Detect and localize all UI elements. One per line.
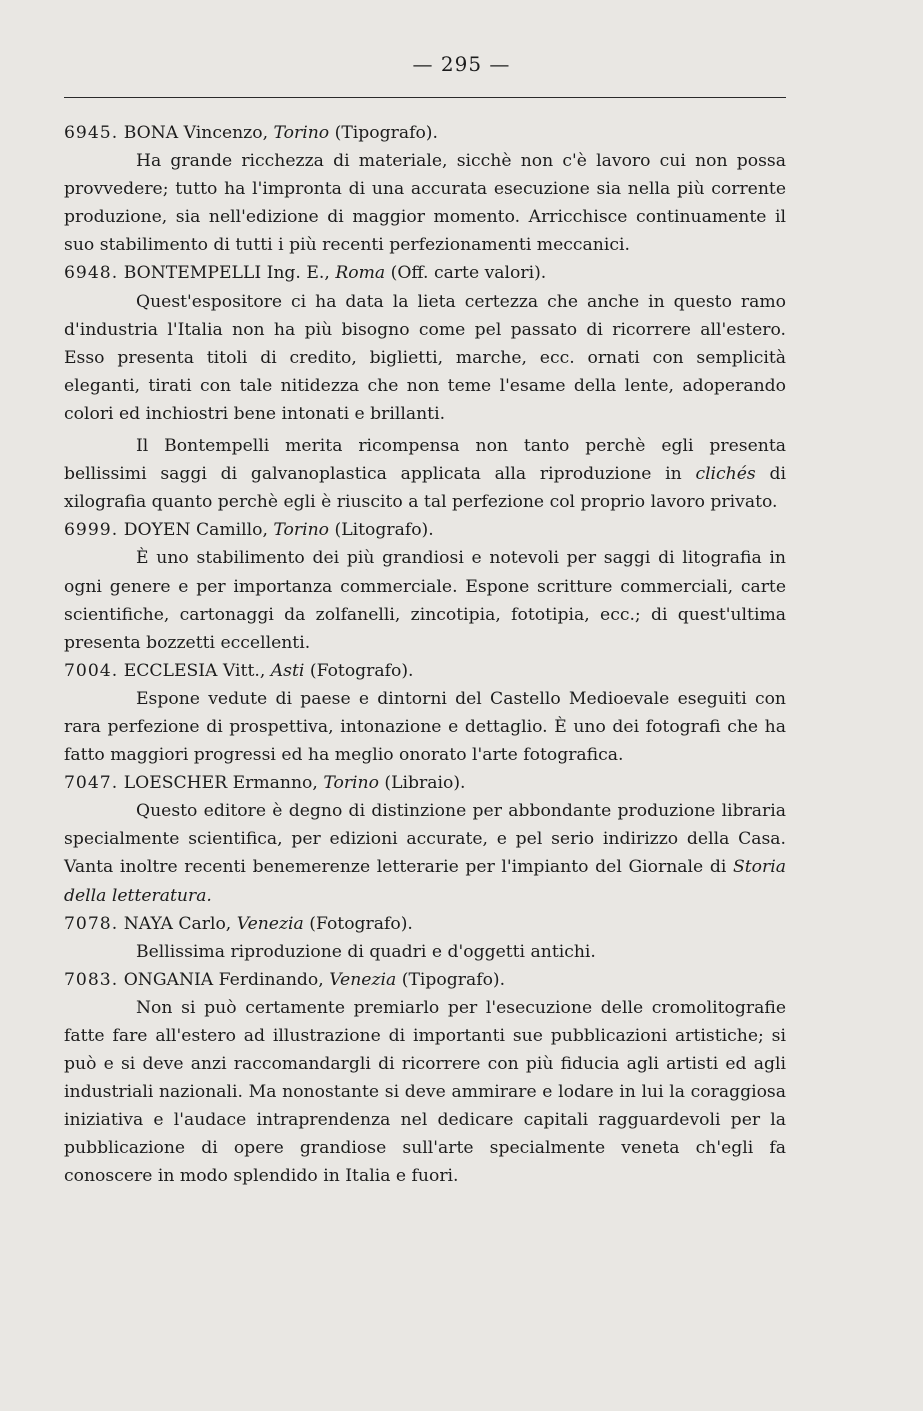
entry-paragraph: Espone vedute di paese e dintorni del Castello Medioevale eseguiti con rara perfezione di prospettiva, intonazione e dettaglio. È uno dei fotografi che ha fatto maggiori progressi ed ha meglio onorato l'arte fotografica. [64, 688, 786, 766]
exhibitor-trade: (Tipografo). [401, 969, 506, 990]
exhibitor-trade: (Off. carte valori). [390, 263, 547, 284]
exhibitor-trade: (Litografo). [334, 520, 434, 541]
entry [64, 769, 786, 909]
entry-number: 7004. [64, 660, 119, 681]
exhibitor-name: LOESCHER Ermanno, [123, 773, 318, 794]
exhibitor-city: Venezia [236, 913, 304, 934]
entry [64, 516, 786, 656]
entry-heading [64, 910, 786, 938]
exhibitor-city: Torino [273, 123, 330, 143]
header-rule [64, 97, 786, 98]
exhibitor-trade: (Fotografo). [309, 660, 414, 681]
entry-paragraph: Quest'espositore ci ha data la lieta certezza che anche in questo ramo d'industria l'Italia non ha più bisogno come pel passato di ricorrere all'estero. Esso presenta titoli di credito, biglietti, marche, ecc. ornati con semplicità eleganti, tirati con tale nitidezza che non teme l'esame della lente, adoperando colori ed inchiostri bene intonati e brillanti. [64, 291, 786, 424]
entry [64, 910, 786, 966]
entry-heading [64, 769, 786, 797]
entry-number: 7047. [64, 773, 119, 794]
entry-heading [64, 657, 786, 685]
exhibitor-trade: (Tipografo). [334, 123, 438, 143]
page-content [64, 119, 786, 1191]
journal-title: Storia della letteratura. [64, 857, 786, 906]
exhibitor-name: BONA Vincenzo, [123, 123, 269, 143]
entry [64, 966, 786, 1191]
exhibitor-name: NAYA Carlo, [123, 913, 232, 934]
entry [64, 119, 786, 259]
entry-paragraph: Non si può certamente premiarlo per l'esecuzione delle cromolitografie fatte fare all'estero ad illustrazione di importanti sue pubblicazioni artistiche; si può e si deve anzi raccomandargli di ricorrere con più fiducia agli artisti ed agli industriali nazionali. Ma nonostante si deve ammirare e lodare in lui la coraggiosa iniziativa e l'audace intraprendenza nel dedicare capitali ragguardevoli per la pubblicazione di opere grandiose sull'arte specialmente veneta ch'egli fa conoscere in modo splendido in Italia e fuori. [64, 997, 786, 1187]
exhibitor-trade: (Libraio). [384, 773, 466, 794]
entry-paragraph: Ha grande ricchezza di materiale, sicchè non c'è lavoro cui non possa provvedere; tutto ha l'impronta di una accurata esecuzione sia nella più corrente produzione, sia nell'edizione di maggior momento. Arricchisce continuamente il suo stabilimento di tutti i più recenti perfezionamenti meccanici. [64, 151, 786, 256]
exhibitor-name: BONTEMPELLI Ing. E., [123, 263, 330, 284]
paragraph-text: di xilografia quanto perchè egli è riuscito a tal perfezione col proprio lavoro privato. [64, 464, 786, 513]
entry-heading [64, 516, 786, 544]
entry-heading [64, 259, 786, 287]
entry-number: 7078. [64, 913, 119, 934]
exhibitor-city: Torino [323, 773, 379, 794]
exhibitor-trade: (Fotografo). [309, 913, 413, 934]
exhibitor-name: DOYEN Camillo, [123, 520, 268, 541]
exhibitor-city: Torino [273, 520, 330, 541]
entry-paragraph [64, 797, 786, 909]
entry [64, 259, 786, 516]
entry-paragraph: È uno stabilimento dei più grandiosi e notevoli per saggi di litografia in ogni genere e per importanza commerciale. Espone scritture commerciali, carte scientifiche, cartonaggi da zolfanelli, zincotipia, fototipia, ecc.; di quest'ultima presenta bozzetti eccellenti. [64, 548, 786, 653]
entry-heading [64, 119, 786, 147]
entry-heading [64, 966, 786, 994]
entry-number: 6945. [64, 123, 119, 143]
paragraph-text: Il Bontempelli merita ricompensa non tanto perchè egli presenta bellissimi saggi di galvanoplastica applicata alla riproduzione in [64, 436, 786, 485]
entry-paragraph: Bellissima riproduzione di quadri e d'oggetti antichi. [136, 941, 596, 962]
page-number: — 295 — [412, 52, 511, 76]
paragraph-text: Questo editore è degno di distinzione per abbondante produzione libraria specialmente scientifica, per edizioni accurate, e pel serio indirizzo della Casa. Vanta inoltre recenti benemerenze letterarie per l'impianto del Giornale di [64, 801, 786, 878]
exhibitor-city: Roma [335, 263, 386, 284]
entry-number: 6948. [64, 263, 119, 284]
entry-number: 6999. [64, 520, 119, 541]
entry-paragraph [64, 432, 786, 516]
entry [64, 657, 786, 769]
exhibitor-city: Venezia [329, 969, 397, 990]
exhibitor-city: Asti [270, 660, 305, 681]
emphasized-term: clichés [695, 464, 756, 485]
exhibitor-name: ONGANIA Ferdinando, [123, 969, 324, 990]
entry-number: 7083. [64, 969, 119, 990]
exhibitor-name: ECCLESIA Vitt., [123, 660, 266, 681]
